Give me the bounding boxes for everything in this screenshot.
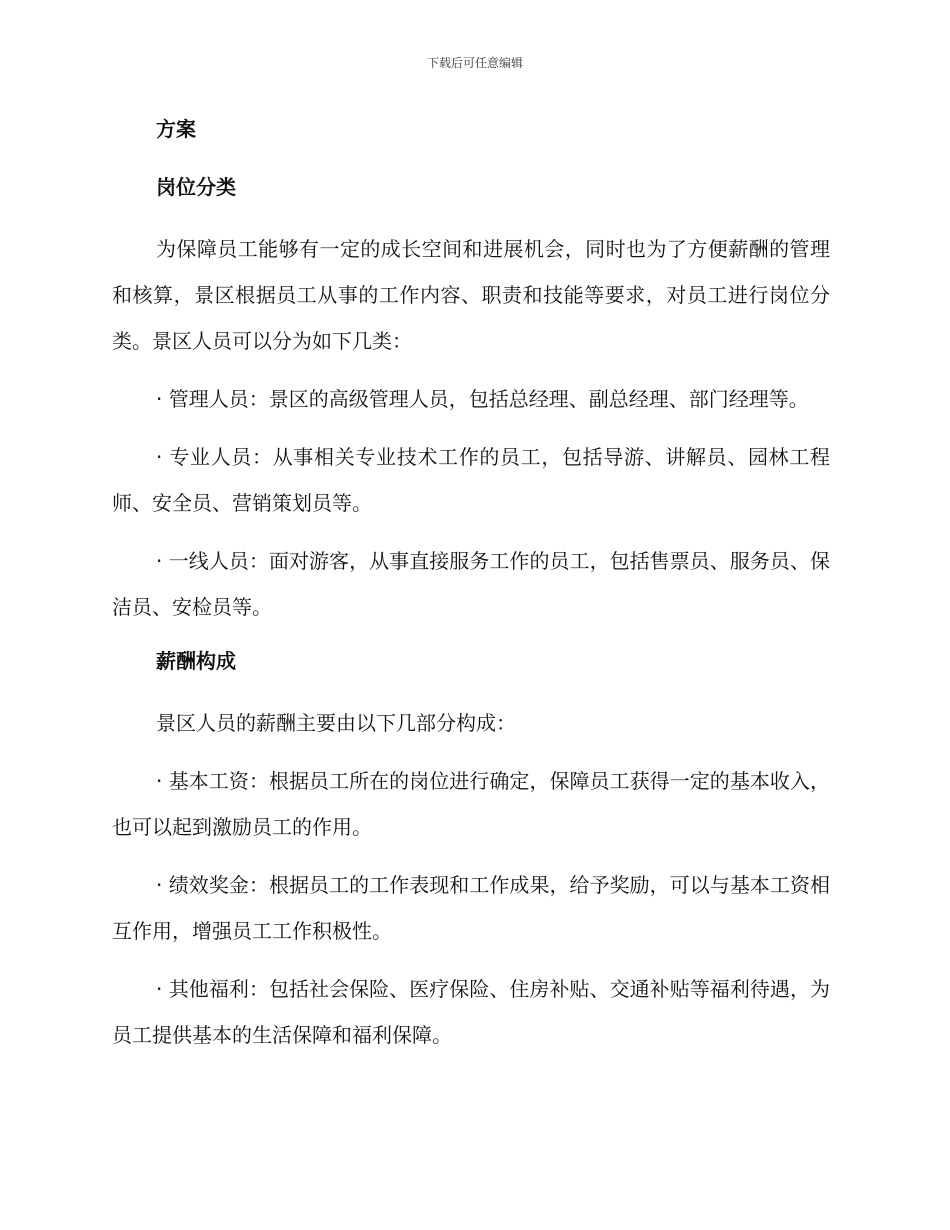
page-header: 下载后可任意编辑	[426, 56, 523, 70]
document-title: 方案	[156, 117, 196, 141]
list-item-management-staff: · 管理人员：景区的高级管理人员，包括总经理、副总经理、部门经理等。	[156, 387, 809, 411]
section-heading-job-classification: 岗位分类	[156, 175, 236, 199]
document-body	[112, 110, 830, 1070]
list-item-base-salary: · 基本工资：根据员工所在的岗位进行确定，保障员工获得一定的基本收入，也可以起到激励员工的作用。	[112, 769, 830, 839]
list-item-other-benefits: · 其他福利：包括社会保险、医疗保险、住房补贴、交通补贴等福利待遇，为员工提供基本的生活保障和福利保障。	[112, 977, 830, 1047]
list-item-frontline-staff: · 一线人员：面对游客，从事直接服务工作的员工，包括售票员、服务员、保洁员、安检员等。	[112, 549, 830, 619]
paragraph-job-classification-intro: 为保障员工能够有一定的成长空间和进展机会，同时也为了方便薪酬的管理和核算，景区根据员工从事的工作内容、职责和技能等要求，对员工进行岗位分类。景区人员可以分为如下几类：	[112, 237, 830, 353]
list-item-performance-bonus: · 绩效奖金：根据员工的工作表现和工作成果，给予奖励，可以与基本工资相互作用，增强员工工作积极性。	[112, 873, 830, 943]
paragraph-salary-structure-intro: 景区人员的薪酬主要由以下几部分构成：	[156, 711, 516, 735]
section-heading-salary-structure: 薪酬构成	[156, 649, 236, 673]
list-item-professional-staff: · 专业人员：从事相关专业技术工作的员工，包括导游、讲解员、园林工程师、安全员、营销策划员等。	[112, 445, 830, 515]
